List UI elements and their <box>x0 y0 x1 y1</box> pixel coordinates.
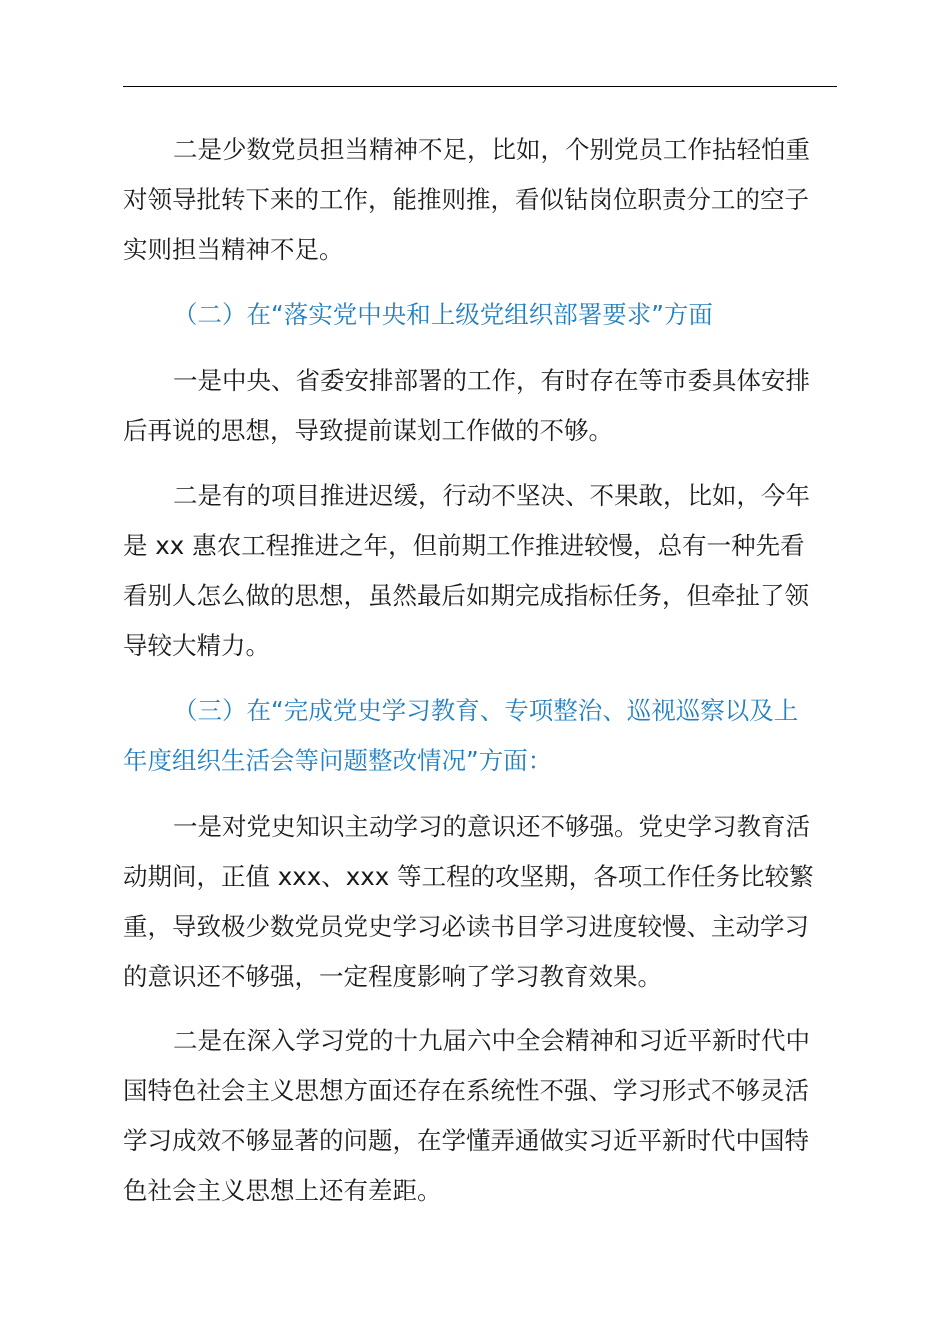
heading-line: （二）在“落实党中央和上级党组织部署要求”方面 <box>173 300 713 329</box>
paragraph-1 <box>123 125 837 275</box>
section-heading-2 <box>123 290 837 340</box>
text-line: 实则担当精神不足。 <box>123 235 344 264</box>
text-line: 国特色社会主义思想方面还存在系统性不强、学习形式不够灵活 <box>123 1076 809 1105</box>
text-line: 重，导致极少数党员党史学习必读书目学习进度较慢、主动学习 <box>123 912 809 941</box>
paragraph-3 <box>123 471 837 671</box>
text-line: 二是有的项目推进迟缓，行动不坚决、不果敢，比如，今年 <box>173 481 810 510</box>
text-line: 一是对党史知识主动学习的意识还不够强。党史学习教育活 <box>173 812 810 841</box>
text-line: 动期间，正值 xxx、xxx 等工程的攻坚期，各项工作任务比较繁 <box>123 862 814 891</box>
text-line: 学习成效不够显著的问题，在学懂弄通做实习近平新时代中国特 <box>123 1126 809 1155</box>
text-line: 后再说的思想，导致提前谋划工作做的不够。 <box>123 416 613 445</box>
paragraph-4 <box>123 802 837 1002</box>
paragraph-5 <box>123 1016 837 1216</box>
text-line: 色社会主义思想上还有差距。 <box>123 1176 442 1205</box>
paragraph-2 <box>123 356 837 456</box>
heading-line: （三）在“完成党史学习教育、专项整治、巡视巡察以及上 <box>173 696 799 725</box>
text-line: 二是在深入学习党的十九届六中全会精神和习近平新时代中 <box>173 1026 810 1055</box>
text-line: 导较大精力。 <box>123 631 270 660</box>
text-line: 看别人怎么做的思想，虽然最后如期完成指标任务，但牵扯了领 <box>123 581 809 610</box>
text-line: 一是中央、省委安排部署的工作，有时存在等市委具体安排 <box>173 366 810 395</box>
text-line: 是 xx 惠农工程推进之年，但前期工作推进较慢，总有一种先看 <box>123 531 805 560</box>
header-divider <box>123 86 837 87</box>
text-line: 对领导批转下来的工作，能推则推，看似钻岗位职责分工的空子 <box>123 185 809 214</box>
text-line: 二是少数党员担当精神不足，比如，个别党员工作拈轻怕重 <box>173 135 810 164</box>
heading-line: 年度组织生活会等问题整改情况”方面： <box>123 746 553 775</box>
text-line: 的意识还不够强，一定程度影响了学习教育效果。 <box>123 962 662 991</box>
section-heading-3 <box>123 686 837 786</box>
